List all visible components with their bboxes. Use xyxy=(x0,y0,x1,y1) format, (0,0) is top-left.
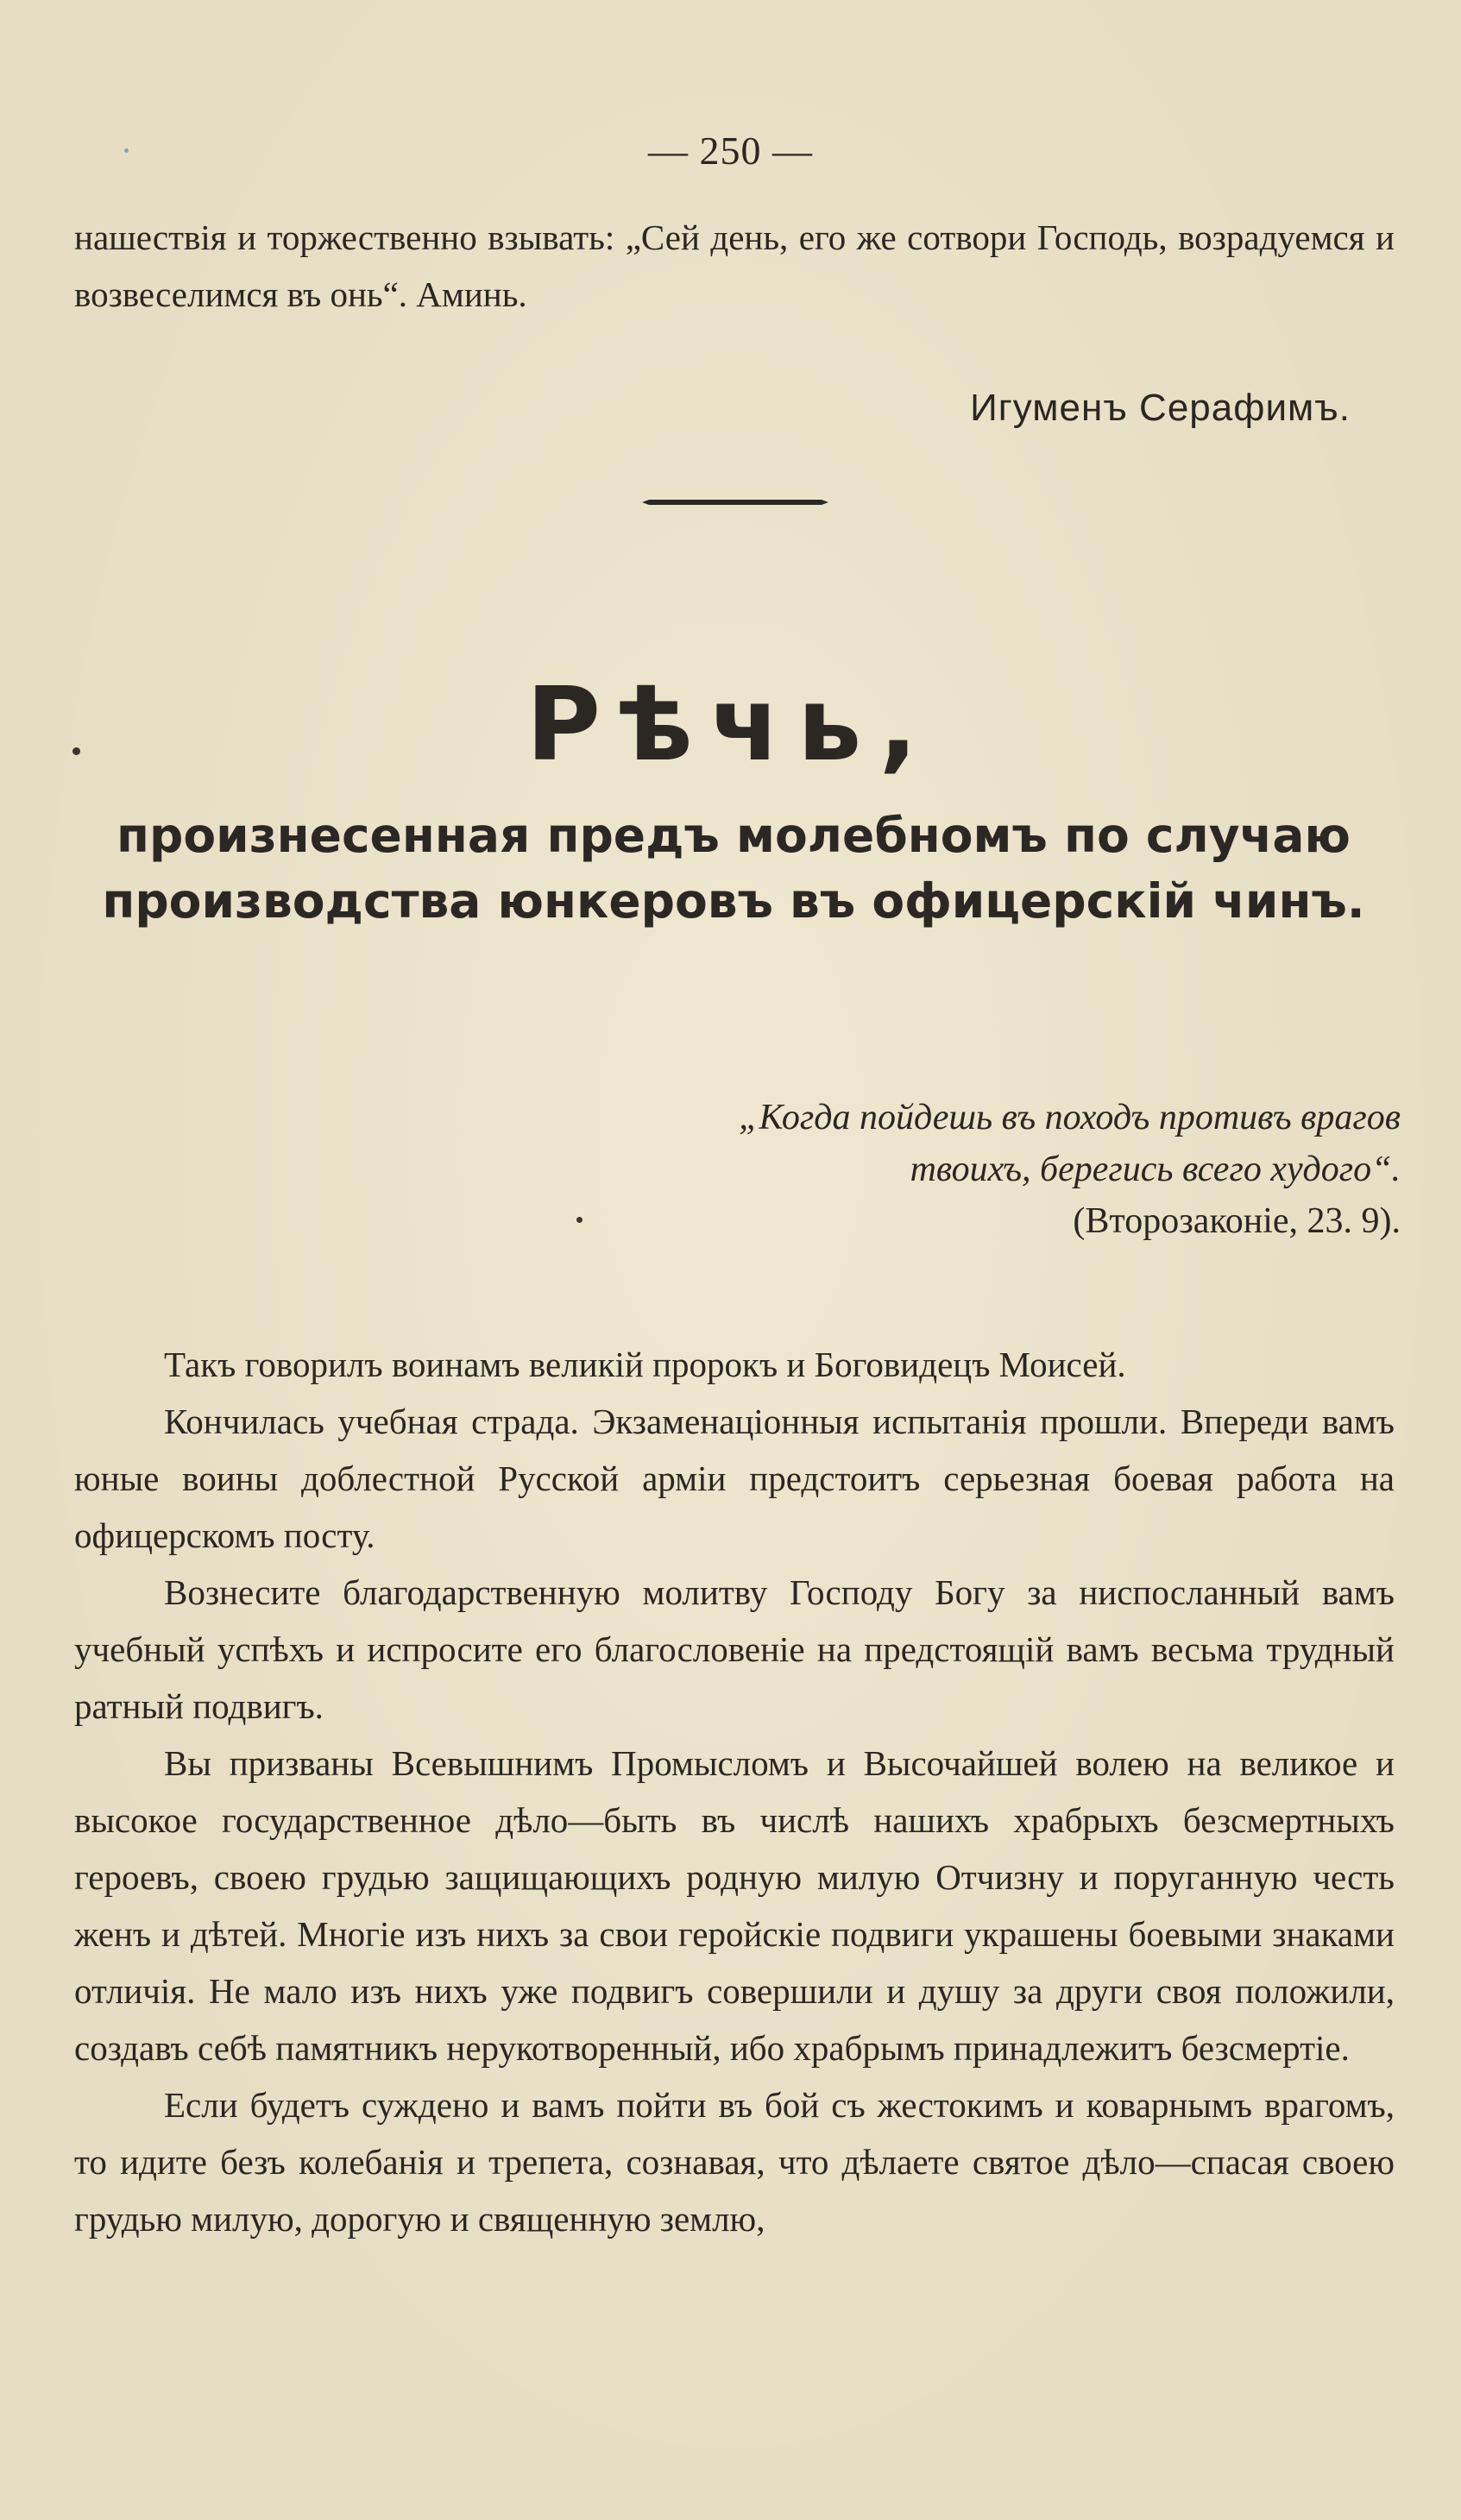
body-paragraph: Кончилась учебная страда. Экзаменаціонныя испытанія прошли. Впереди вамъ юные воины доблестной Русской арміи предстоитъ серьезная боевая работа на офицерскомъ посту. xyxy=(74,1402,1395,1555)
ink-speck xyxy=(576,1217,583,1223)
body-paragraph: Такъ говорилъ воинамъ великій пророкъ и Боговидецъ Моисей. xyxy=(164,1345,1126,1384)
epigraph-quote: „Когда пойдешь въ походъ противъ врагов твоихъ, берегись всего худого“. xyxy=(739,1098,1401,1189)
speech-subtitle: произнесенная предъ молебномъ по случаю производства юнкеровъ въ офицерскій чинъ. xyxy=(102,808,1365,929)
epigraph-source: (Второзаконіе, 23. 9). xyxy=(1073,1201,1401,1241)
continuation-paragraph: нашествія и торжественно взывать: „Сей день, его же сотвори Господь, возрадуемся и возвеселимся въ онь“. Аминь. xyxy=(74,217,1395,314)
page-number: — 250 — xyxy=(648,129,813,173)
ink-speck xyxy=(124,148,129,153)
speech-body xyxy=(74,1336,1395,2247)
ink-speck xyxy=(72,747,80,755)
body-paragraph: Вы призваны Всевышнимъ Промысломъ и Высочайшей волею на великое и высокое государственное дѣло—быть въ числѣ нашихъ храбрыхъ безсмертныхъ героевъ, своею грудью защищающихъ родную милую Отчизну и поруганную честь женъ и дѣтей. Многіе изъ нихъ за свои геройскіе подвиги украшены боевыми знаками отличія. Не мало изъ нихъ уже подвигъ совершили и душу за други своя положили, создавъ себѣ памятникъ нерукотворенный, ибо храбрымъ принадлежитъ безсмертіе. xyxy=(74,1743,1395,2068)
author-signature: Игуменъ Серафимъ. xyxy=(970,387,1351,429)
body-paragraph: Если будетъ суждено и вамъ пойти въ бой съ жестокимъ и коварнымъ врагомъ, то идите безъ колебанія и трепета, сознавая, что дѣлаете святое дѣло—спасая своею грудью милую, дорогую и священную землю, xyxy=(74,2085,1395,2239)
speech-title: Рѣчь, xyxy=(526,665,935,784)
decorative-rule xyxy=(642,499,828,506)
body-paragraph: Вознесите благодарственную молитву Господу Богу за ниспосланный вамъ учебный успѣхъ и испросите его благословеніе на предстоящій вамъ весьма трудный ратный подвигъ. xyxy=(74,1572,1395,1726)
epigraph xyxy=(624,1092,1401,1247)
